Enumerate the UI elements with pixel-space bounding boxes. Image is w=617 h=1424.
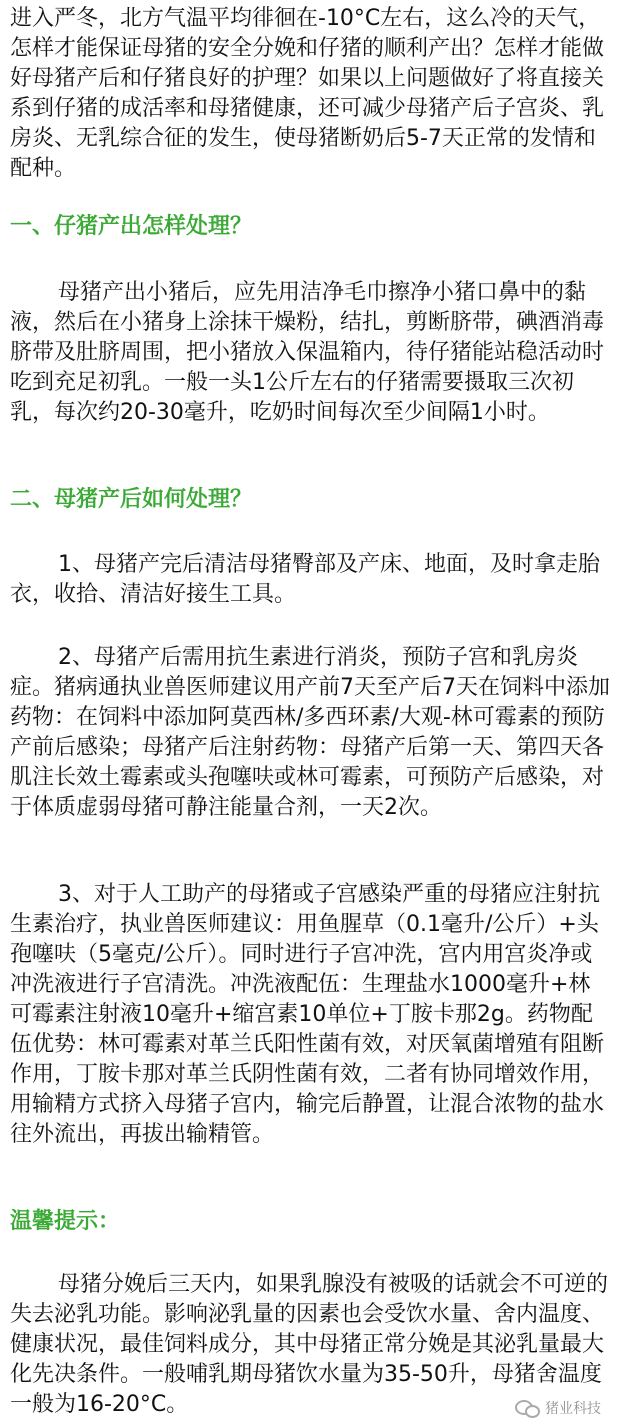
intro-paragraph: 进入严冬，北方气温平均徘徊在-10°C左右，这么冷的天气，怎样才能保证母猪的安全分娩和仔猪的顺利产出？怎样才能做好母猪产后和仔猪良好的护理？如果以上问题做好了将直接关系到仔猪的成活率和母猪健康，还可减少母猪产后子宫炎、乳房炎、无乳综合征的发生，使母猪断奶后5-7天正常的发情和配种。 bbox=[10, 6, 605, 181]
section-heading-2: 二、母猪产后如何处理？ bbox=[10, 487, 253, 512]
section-2-item-3: 3、对于人工助产的母猪或子宫感染严重的母猪应注射抗生素治疗，执业兽医师建议：用鱼腥草（0.1毫升/公斤）+头孢噻呋（5毫克/公斤）。同时进行子宫冲洗，宫内用宫炎净或冲洗液进行子宫清洗。冲洗液配伍：生理盐水1000毫升+林可霉素注射液10毫升+缩宫素10单位+丁胺卡那2g。药物配伍优势：林可霉素对革兰氏阳性菌有效，对厌氧菌增殖有阻断作用，丁胺卡那对革兰氏阴性菌有效，二者有协同增效作用，用输精方式挤入母猪子宫内，输完后静置，让混合浓物的盐水往外流出，再拔出输精管。 bbox=[10, 882, 605, 1147]
tips-heading: 温馨提示： bbox=[10, 1209, 121, 1234]
section-heading-1: 一、仔猪产出怎样处理？ bbox=[10, 214, 253, 239]
watermark bbox=[515, 1398, 601, 1418]
watermark-text: 猪业科技 bbox=[545, 1401, 601, 1417]
section-2-item-2: 2、母猪产后需用抗生素进行消炎，预防子宫和乳房炎症。猪病通执业兽医师建议用产前7天至产后7天在饲料中添加药物：在饲料中添加阿莫西林/多西环素/大观-林可霉素的预防产前后感染；母猪产后注射药物：母猪产后第一天、第四天各肌注长效土霉素或头孢噻呋或林可霉素，可预防产后感染，对于体质虚弱母猪可静注能量合剂，一天2次。 bbox=[10, 645, 610, 820]
tips-body: 母猪分娩后三天内，如果乳腺没有被吸的话就会不可逆的失去泌乳功能。影响泌乳量的因素也会受饮水量、舍内温度、健康状况，最佳饲料成分，其中母猪正常分娩是其泌乳量最大化先决条件。一般哺乳期母猪饮水量为35-50升，母猪舍温度一般为16-20°C。 bbox=[10, 1272, 609, 1417]
section-2-item-1: 1、母猪产完后清洁母猪臀部及产床、地面，及时拿走胎衣，收拾、清洁好接生工具。 bbox=[10, 552, 600, 607]
wechat-icon bbox=[515, 1399, 539, 1417]
section-1-body: 母猪产出小猪后，应先用洁净毛巾擦净小猪口鼻中的黏液，然后在小猪身上涂抹干燥粉，结扎，剪断脐带，碘酒消毒脐带及肚脐周围，把小猪放入保温箱内，待仔猪能站稳活动时吃到充足初乳。一般一头1公斤左右的仔猪需要摄取三次初乳，每次约20-30毫升，吃奶时间每次至少间隔1小时。 bbox=[10, 280, 605, 425]
